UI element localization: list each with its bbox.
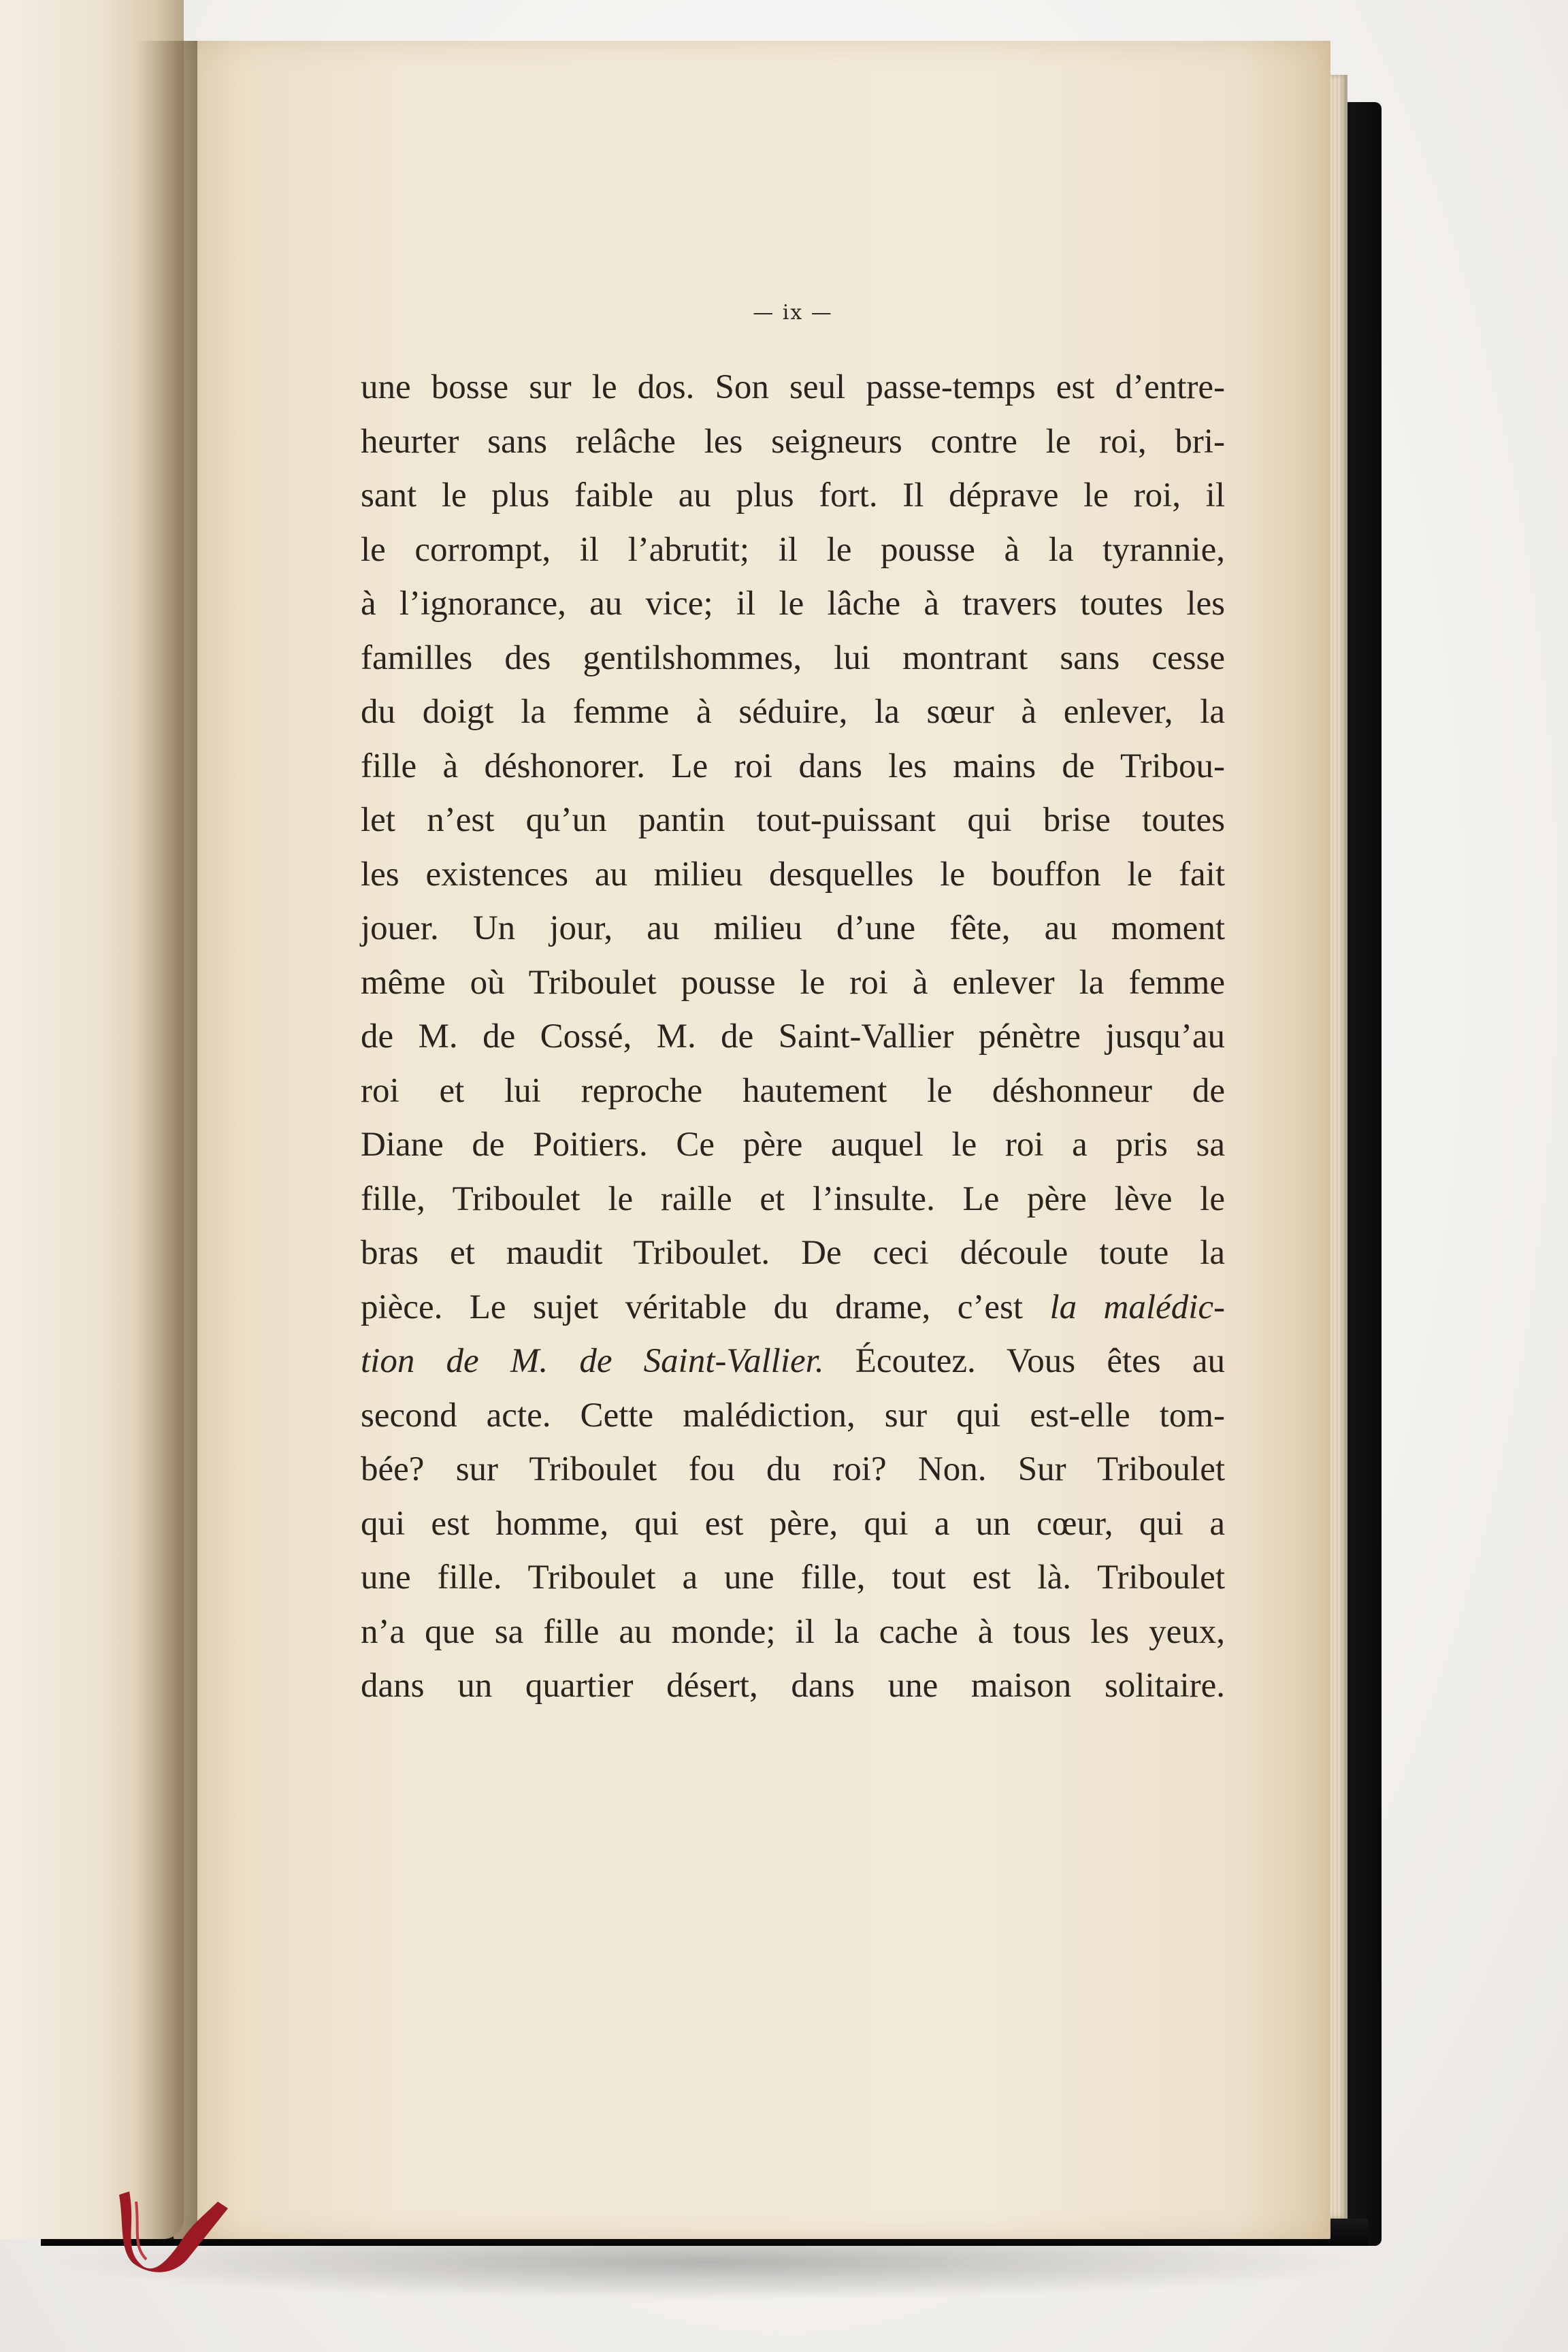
text-line: jouer. Un jour, au milieu d’une fête, au moment — [361, 909, 1225, 947]
gutter-shadow — [136, 41, 197, 2239]
text-line: roi et lui reproche hautement le déshonneur de — [361, 1071, 1225, 1110]
text-line: Diane de Poitiers. Ce père auquel le roi a pris sa — [361, 1126, 1225, 1164]
text-line: let n’est qu’un pantin tout-puissant qui brise toutes — [361, 801, 1225, 839]
text-line: à l’ignorance, au vice; il le lâche à travers toutes les — [361, 585, 1225, 623]
text-line: second acte. Cette malédiction, sur qui est-elle tom- — [361, 1396, 1225, 1435]
text-line: du doigt la femme à séduire, la sœur à enlever, la — [361, 693, 1225, 731]
text-line: une bosse sur le dos. Son seul passe-temps est d’entre- — [361, 368, 1225, 406]
text-line: fille à déshonorer. Le roi dans les mains de Tribou- — [361, 747, 1225, 785]
text-line: dans un quartier désert, dans une maison solitaire. — [361, 1667, 1225, 1705]
ribbon-bookmark — [116, 2188, 245, 2276]
text-line: même où Triboulet pousse le roi à enlever la femme — [361, 963, 1225, 1002]
page-text — [361, 361, 1225, 1714]
text-line: bée? sur Triboulet fou du roi? Non. Sur Triboulet — [361, 1450, 1225, 1488]
text-line: sant le plus faible au plus fort. Il déprave le roi, il — [361, 476, 1225, 514]
text-line: de M. de Cossé, M. de Saint-Vallier pénètre jusqu’au — [361, 1017, 1225, 1056]
text-line-with-italic — [361, 1281, 1225, 1335]
italic-segment: tion de M. de Saint-Vallier. — [361, 1342, 824, 1380]
text-segment: Écoutez. Vous êtes au — [823, 1342, 1225, 1380]
text-line: familles des gentilshommes, lui montrant sans cesse — [361, 638, 1225, 677]
text-line: une fille. Triboulet a une fille, tout est là. Triboulet — [361, 1558, 1225, 1597]
italic-segment: la malédic- — [1049, 1288, 1225, 1326]
text-segment: pièce. Le sujet véritable du drame, c’est — [361, 1288, 1050, 1326]
book-page — [174, 41, 1330, 2239]
text-line: fille, Triboulet le raille et l’insulte. Le père lève le — [361, 1179, 1225, 1218]
text-line: le corrompt, il l’abrutit; il le pousse à la tyrannie, — [361, 530, 1225, 569]
page-number: — ix — — [753, 301, 833, 325]
text-line-with-italic — [361, 1335, 1225, 1389]
text-line: n’a que sa fille au monde; il la cache à tous les yeux, — [361, 1612, 1225, 1651]
text-line: heurter sans relâche les seigneurs contre le roi, bri- — [361, 422, 1225, 461]
text-line: bras et maudit Triboulet. De ceci découle toute la — [361, 1234, 1225, 1272]
text-line: les existences au milieu desquelles le bouffon le fait — [361, 855, 1225, 894]
text-line: qui est homme, qui est père, qui a un cœur, qui a — [361, 1504, 1225, 1543]
